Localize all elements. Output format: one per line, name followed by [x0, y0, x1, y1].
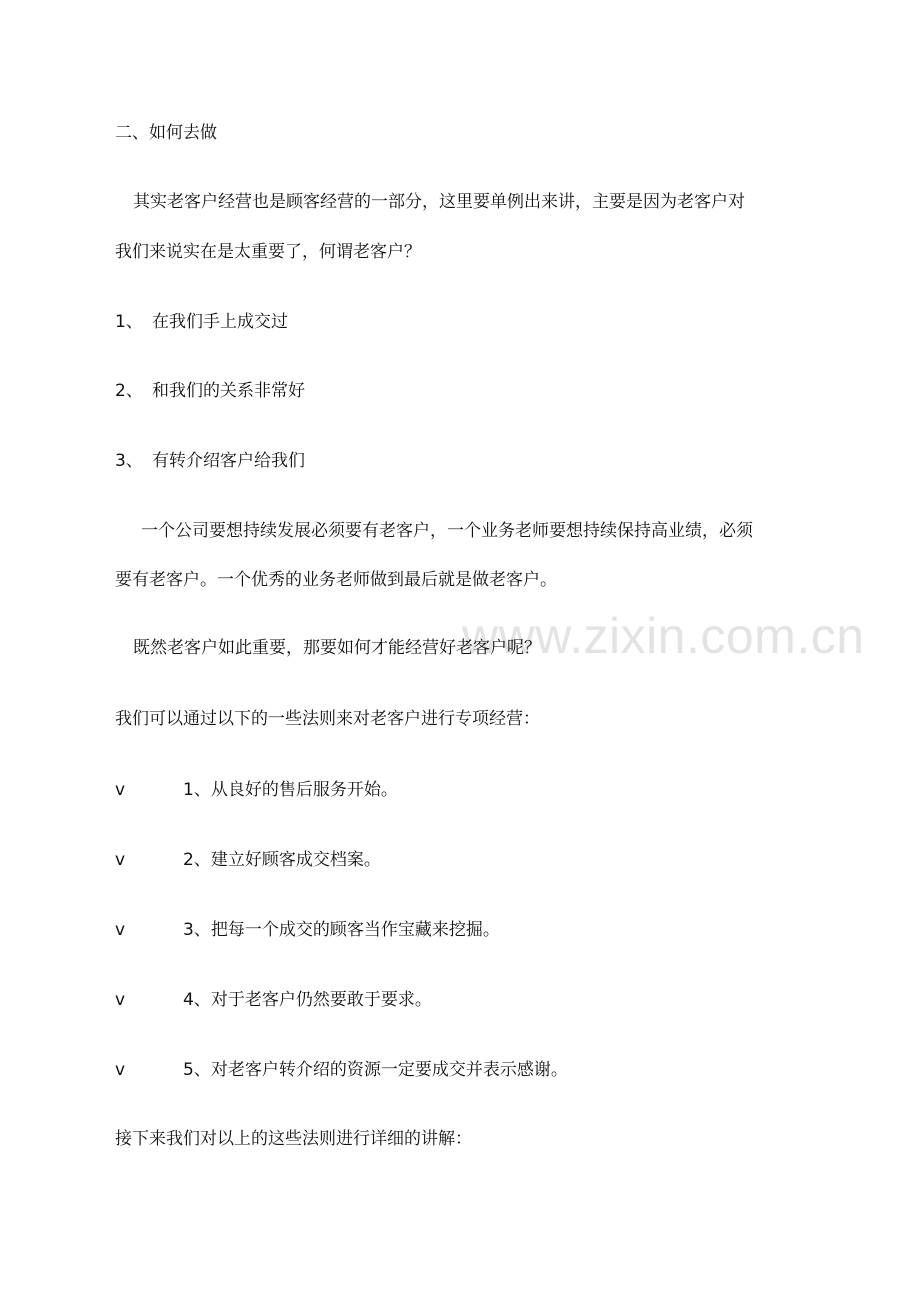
- watermark: www.zixin.com.cn: [462, 608, 865, 664]
- bullet-marker: v: [115, 780, 126, 800]
- list-item-text: 有转介绍客户给我们: [152, 451, 305, 471]
- bullet-marker: v: [115, 920, 126, 940]
- rules-intro: 我们可以通过以下的一些法则来对老客户进行专项经营：: [115, 709, 540, 729]
- bullet-marker: v: [115, 1060, 126, 1080]
- rule-item: 2、建立好顾客成交档案。: [183, 850, 381, 870]
- question-paragraph: 既然老客户如此重要，那要如何才能经营好老客户呢？: [133, 638, 541, 658]
- rule-item: 4、对于老客户仍然要敢于要求。: [183, 990, 432, 1010]
- company-paragraph-line-1: 一个公司要想持续发展必须要有老客户，一个业务老师要想持续保持高业绩，必须: [141, 521, 753, 541]
- intro-paragraph-line-2: 我们来说实在是太重要了，何谓老客户？: [115, 242, 421, 262]
- intro-paragraph-line-1: 其实老客户经营也是顾客经营的一部分，这里要单例出来讲，主要是因为老客户对: [133, 192, 745, 212]
- list-item-text: 在我们手上成交过: [152, 312, 288, 332]
- list-item-number: 3、: [115, 451, 143, 471]
- list-item-number: 1、: [115, 312, 143, 332]
- bullet-marker: v: [115, 850, 126, 870]
- closing-paragraph: 接下来我们对以上的这些法则进行详细的讲解：: [115, 1129, 472, 1149]
- rule-item: 3、把每一个成交的顾客当作宝藏来挖掘。: [183, 920, 500, 940]
- company-paragraph-line-2: 要有老客户。一个优秀的业务老师做到最后就是做老客户。: [115, 570, 557, 590]
- rule-item: 1、从良好的售后服务开始。: [183, 780, 398, 800]
- bullet-marker: v: [115, 990, 126, 1010]
- list-item-text: 和我们的关系非常好: [152, 381, 305, 401]
- rule-item: 5、对老客户转介绍的资源一定要成交并表示感谢。: [183, 1060, 568, 1080]
- list-item-number: 2、: [115, 381, 143, 401]
- section-heading: 二、如何去做: [115, 123, 217, 143]
